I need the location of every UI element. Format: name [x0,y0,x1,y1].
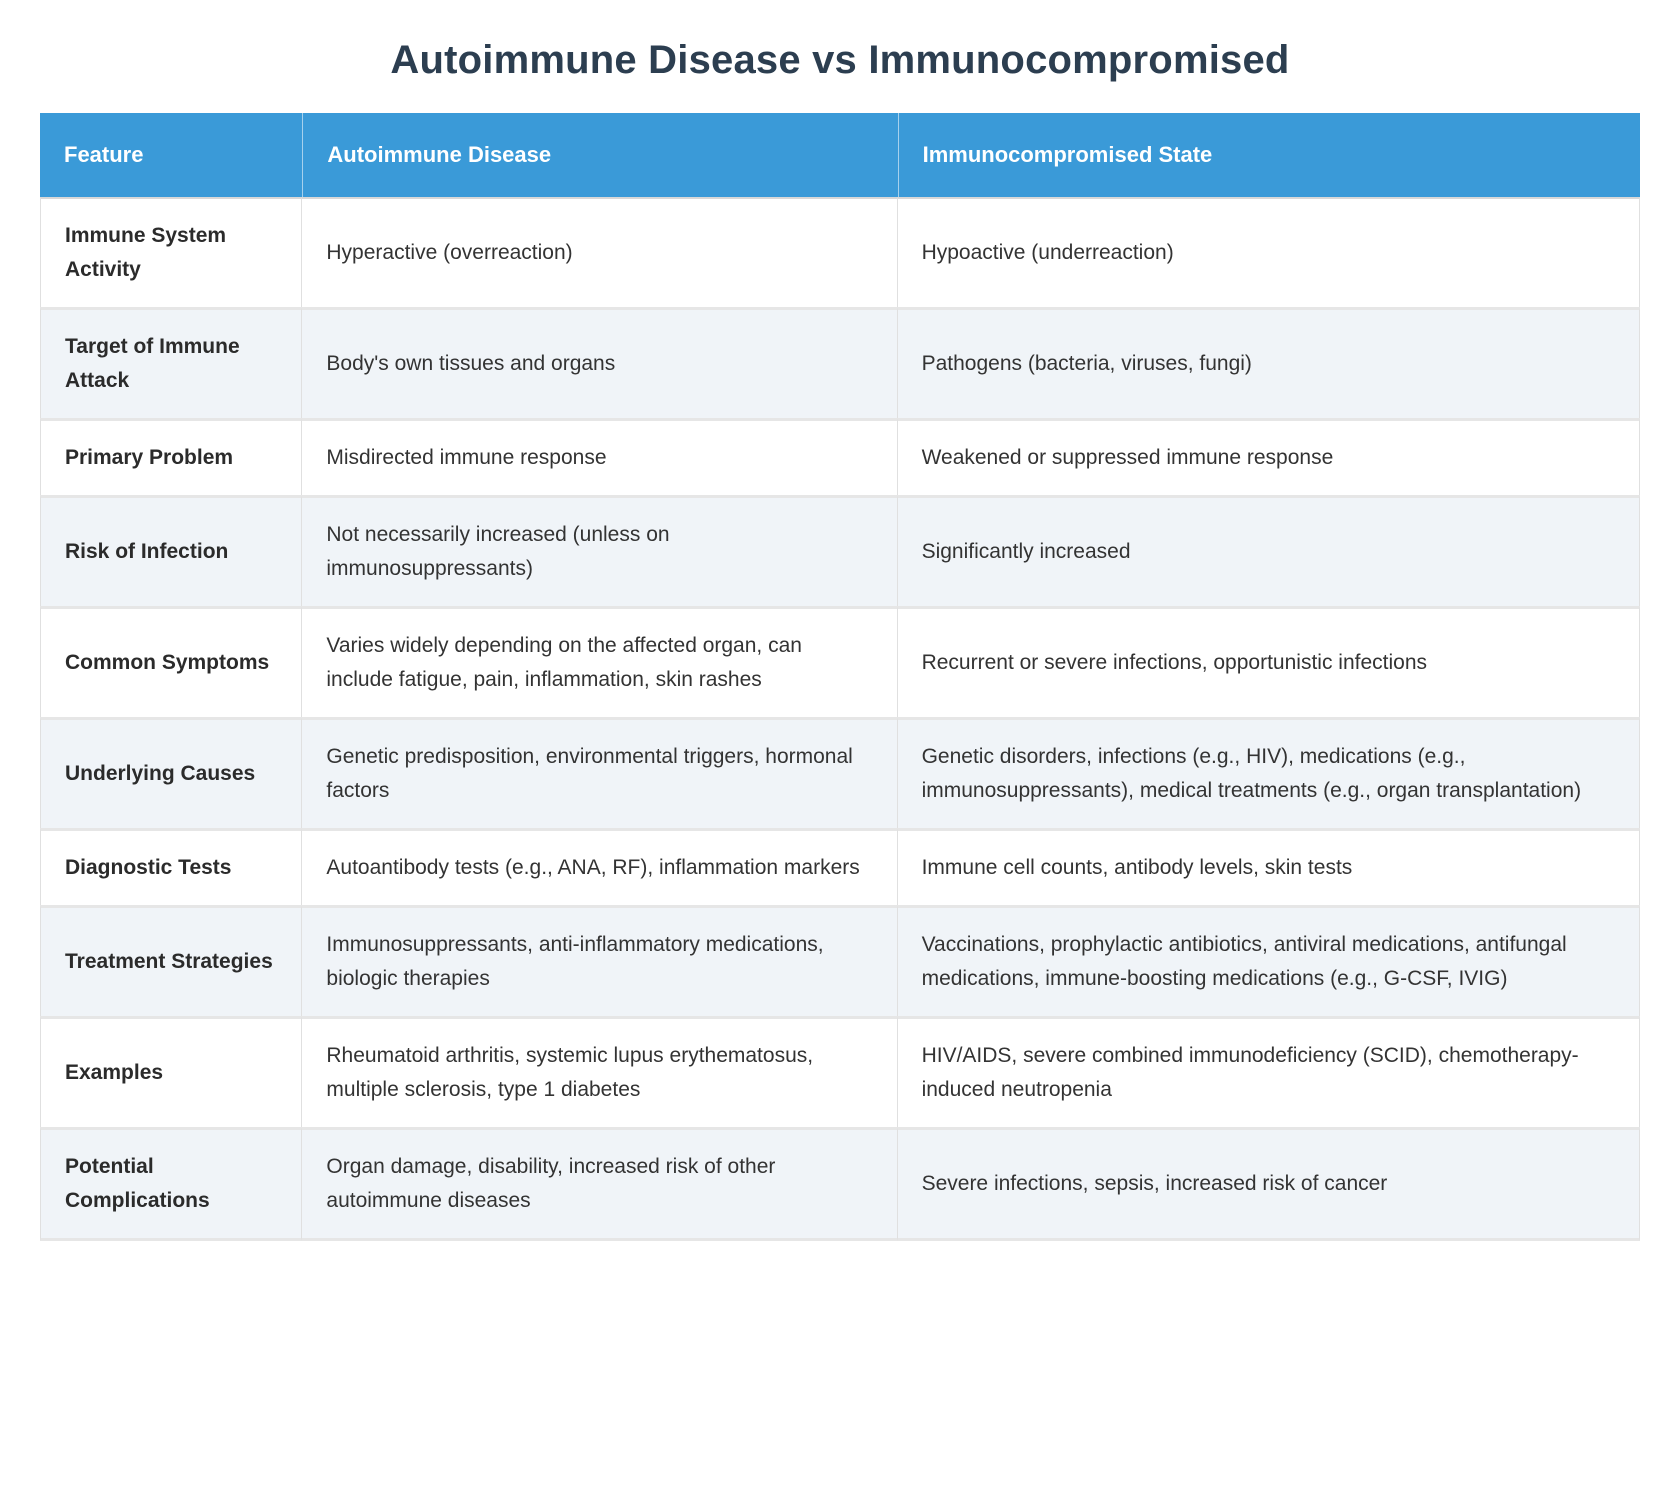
autoimmune-cell: Body's own tissues and organs [302,307,897,418]
table-body [40,197,1640,1241]
table-header-row [40,113,1640,197]
immunocompromised-cell: HIV/AIDS, severe combined immunodeficiency (SCID), chemotherapy-induced neutropenia [898,1016,1640,1127]
autoimmune-cell: Organ damage, disability, increased risk of other autoimmune diseases [302,1127,897,1241]
column-header-feature: Feature [40,113,302,197]
table-row [40,1127,1640,1241]
table-row [40,717,1640,828]
feature-cell: Potential Complications [40,1127,302,1241]
autoimmune-cell: Genetic predisposition, environmental triggers, hormonal factors [302,717,897,828]
immunocompromised-cell: Severe infections, sepsis, increased risk of cancer [898,1127,1640,1241]
column-header-immunocompromised-state: Immunocompromised State [898,113,1640,197]
immunocompromised-cell: Significantly increased [898,495,1640,606]
feature-cell: Underlying Causes [40,717,302,828]
feature-cell: Examples [40,1016,302,1127]
autoimmune-cell: Varies widely depending on the affected organ, can include fatigue, pain, inflammation, skin rashes [302,606,897,717]
autoimmune-cell: Hyperactive (overreaction) [302,197,897,307]
table-row [40,606,1640,717]
table-row [40,418,1640,495]
table-row [40,307,1640,418]
page-title: Autoimmune Disease vs Immunocompromised [390,38,1290,82]
autoimmune-cell: Autoantibody tests (e.g., ANA, RF), inflammation markers [302,828,897,905]
comparison-table [40,113,1640,1241]
autoimmune-cell: Immunosuppressants, anti-inflammatory medications, biologic therapies [302,905,897,1016]
table-row [40,828,1640,905]
feature-cell: Diagnostic Tests [40,828,302,905]
feature-cell: Common Symptoms [40,606,302,717]
immunocompromised-cell: Vaccinations, prophylactic antibiotics, antiviral medications, antifungal medications, immune-boosting medications (e.g., G-CSF, IVIG) [898,905,1640,1016]
table-row [40,1016,1640,1127]
immunocompromised-cell: Immune cell counts, antibody levels, skin tests [898,828,1640,905]
feature-cell: Target of Immune Attack [40,307,302,418]
immunocompromised-cell: Weakened or suppressed immune response [898,418,1640,495]
autoimmune-cell: Rheumatoid arthritis, systemic lupus erythematosus, multiple sclerosis, type 1 diabetes [302,1016,897,1127]
autoimmune-cell: Not necessarily increased (unless on immunosuppressants) [302,495,897,606]
column-header-autoimmune-disease: Autoimmune Disease [302,113,897,197]
table-row [40,905,1640,1016]
feature-cell: Immune System Activity [40,197,302,307]
feature-cell: Risk of Infection [40,495,302,606]
immunocompromised-cell: Genetic disorders, infections (e.g., HIV), medications (e.g., immunosuppressants), medical treatments (e.g., organ transplantation) [898,717,1640,828]
immunocompromised-cell: Pathogens (bacteria, viruses, fungi) [898,307,1640,418]
immunocompromised-cell: Recurrent or severe infections, opportunistic infections [898,606,1640,717]
immunocompromised-cell: Hypoactive (underreaction) [898,197,1640,307]
feature-cell: Primary Problem [40,418,302,495]
table-row [40,495,1640,606]
feature-cell: Treatment Strategies [40,905,302,1016]
autoimmune-cell: Misdirected immune response [302,418,897,495]
table-row [40,197,1640,307]
